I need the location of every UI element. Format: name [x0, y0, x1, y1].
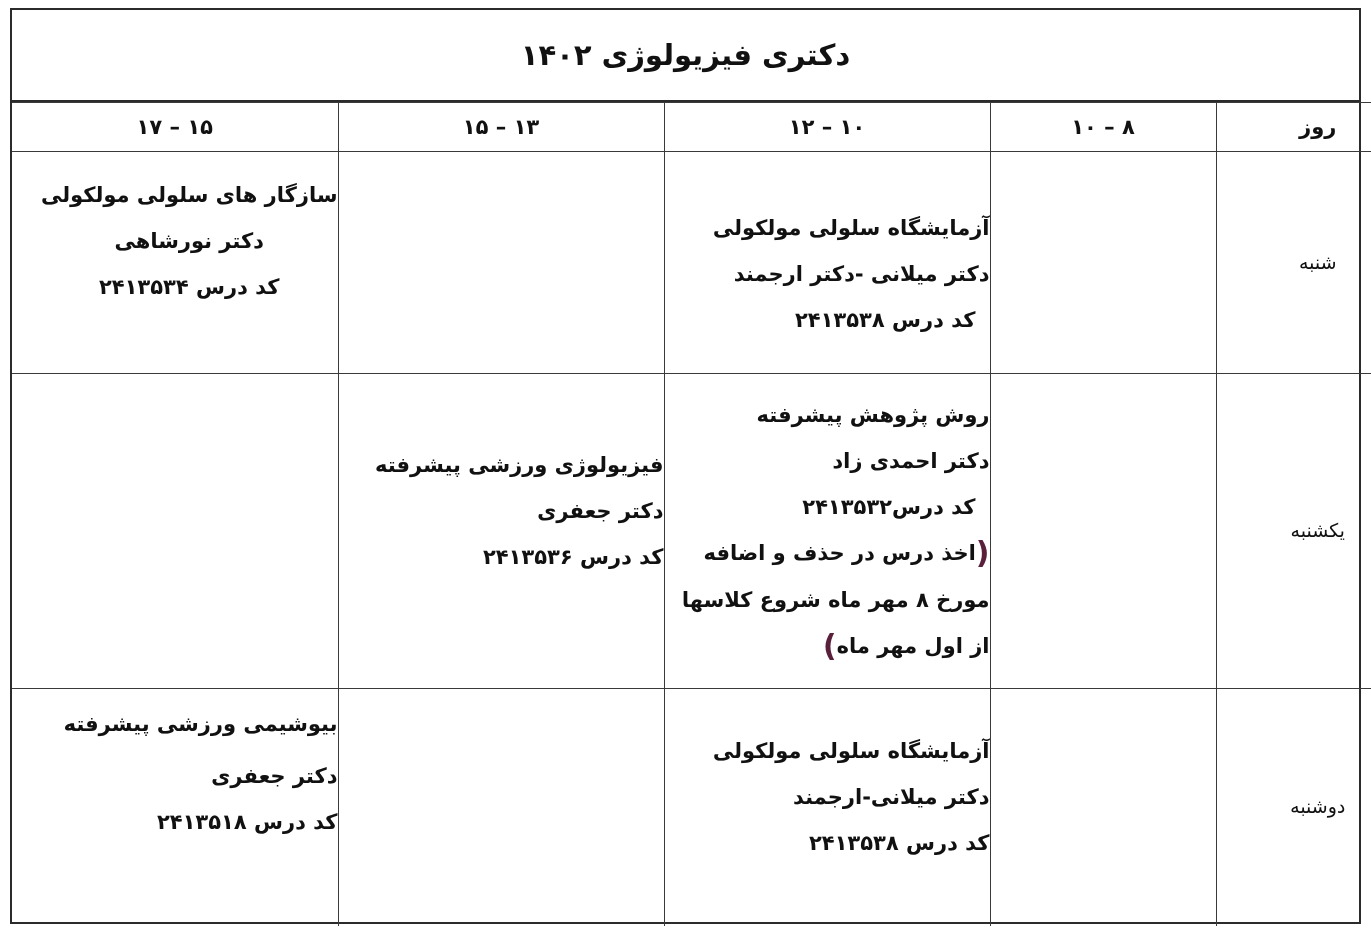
table-row-sunday [12, 374, 1371, 689]
header-slot-15-17: ۱۵ – ۱۷ [12, 103, 338, 152]
instructor: دکتر احمدی زاد [832, 449, 990, 473]
course-name: فیزیولوژی ورزشی پیشرفته [374, 453, 664, 477]
table-row-saturday [12, 152, 1371, 374]
course-name: آزمایشگاه سلولی مولکولی [712, 739, 990, 764]
note-text: اخذ درس در حذف و اضافه [703, 541, 976, 565]
cell-monday-13-15 [338, 689, 664, 926]
instructor: دکتر جعفری [537, 499, 664, 523]
note-line [682, 623, 990, 670]
cell-sunday-13-15 [338, 374, 664, 689]
course-code: کد درس ۲۴۱۳۵۳۸ [808, 831, 990, 856]
schedule-sheet [10, 8, 1361, 924]
course-name: سازگار های سلولی مولکولی [40, 183, 338, 207]
handwritten-paren-close: ) [822, 629, 837, 664]
cell-sunday-8-10 [990, 374, 1216, 689]
page-title: دکتری فیزیولوژی ۱۴۰۲ [520, 38, 851, 72]
course-code: کد درس ۲۴۱۳۵۳۸ [794, 307, 976, 332]
cell-saturday-8-10 [990, 152, 1216, 374]
schedule-table [12, 102, 1371, 926]
instructor: دکتر میلانی -دکتر ارجمند [733, 261, 990, 286]
cell-sunday-15-17 [12, 374, 338, 689]
instructor: دکتر نورشاهی [114, 229, 264, 253]
cell-monday-15-17 [12, 689, 338, 926]
note-line [682, 530, 990, 577]
title-row [12, 10, 1359, 102]
cell-saturday-13-15 [338, 152, 664, 374]
course-code: کد درس ۲۴۱۳۵۳۶ [482, 545, 664, 569]
cell-saturday-15-17 [12, 152, 338, 374]
cell-monday-10-12 [664, 689, 990, 926]
header-row [12, 103, 1371, 152]
header-slot-10-12: ۱۰ – ۱۲ [664, 103, 990, 152]
instructor: دکتر جعفری [211, 764, 338, 788]
course-name: بیوشیمی ورزشی پیشرفته [63, 712, 338, 736]
handwritten-paren-open: ( [975, 536, 990, 571]
day-label: شنبه [1216, 152, 1371, 374]
course-name: روش پژوهش پیشرفته [756, 403, 990, 427]
course-code: کد درس ۲۴۱۳۵۱۸ [156, 810, 338, 834]
instructor: دکتر میلانی-ارجمند [792, 785, 990, 810]
table-row-monday [12, 689, 1371, 926]
note-line: مورخ ۸ مهر ماه شروع کلاسها [681, 588, 990, 612]
header-day: روز [1216, 103, 1371, 152]
course-code: کد درس۲۴۱۳۵۳۲ [802, 495, 976, 519]
cell-saturday-10-12 [664, 152, 990, 374]
header-slot-8-10: ۸ – ۱۰ [990, 103, 1216, 152]
course-code: کد درس ۲۴۱۳۵۳۴ [98, 275, 280, 299]
cell-sunday-10-12 [664, 374, 990, 689]
course-name: آزمایشگاه سلولی مولکولی [712, 215, 990, 240]
day-label: یکشنبه [1216, 374, 1371, 689]
header-slot-13-15: ۱۳ – ۱۵ [338, 103, 664, 152]
day-label: دوشنبه [1216, 689, 1371, 926]
note-text: از اول مهر ماه [836, 634, 990, 658]
cell-monday-8-10 [990, 689, 1216, 926]
